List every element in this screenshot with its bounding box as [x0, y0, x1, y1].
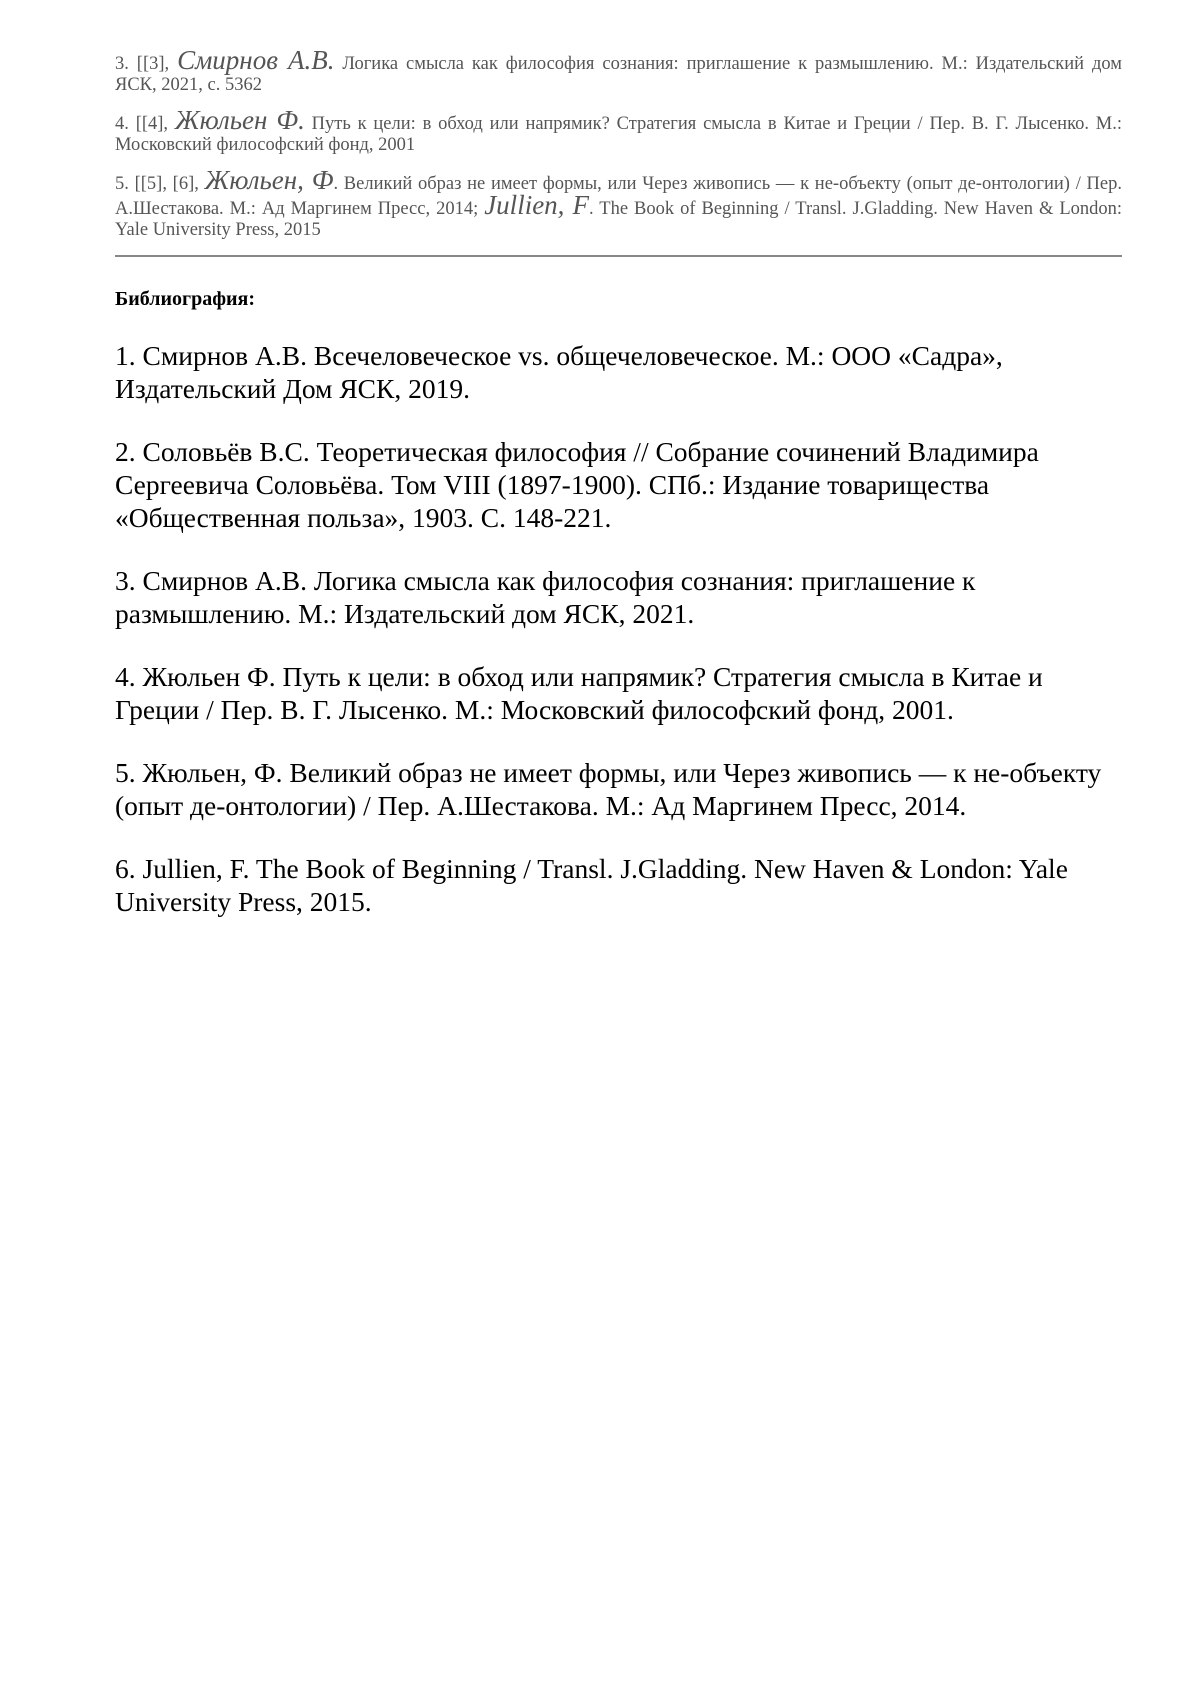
footnote-author: Смирнов А.В. — [177, 45, 335, 75]
bibliography-item: 6. Jullien, F. The Book of Beginning / Transl. J.Gladding. New Haven & London: Yale University Press, 2015. — [115, 853, 1068, 917]
footnote-4 — [115, 105, 1123, 156]
bibliography-item: 3. Смирнов А.В. Логика смысла как философия сознания: приглашение к размышлению. М.: Издательский дом ЯСК, 2021. — [115, 565, 976, 629]
bibliography-item: 2. Соловьёв В.С. Теоретическая философия // Собрание сочинений Владимира Сергеевича Соловьёва. Том VIII (1897-1900). СПб.: Издание товарищества «Общественная польза», 1903. С. 148-221. — [115, 436, 1039, 533]
footnote-3 — [115, 45, 1123, 96]
footnotes-section — [115, 45, 1123, 241]
footnote-text: Логика смысла как философия сознания: приглашение к размышлению. М.: Издательский дом ЯСК, 2021, с. 5362 — [115, 54, 1123, 95]
footnote-divider — [115, 255, 1122, 257]
document-page — [115, 45, 1123, 948]
footnote-author: Жюльен Ф. — [174, 105, 305, 135]
footnote-text-secondary: . The Book of Beginning / Transl. J.Gladding. New Haven & London: Yale University Press, 2015 — [115, 199, 1123, 240]
footnote-text: Путь к цели: в обход или напрямик? Стратегия смысла в Китае и Греции / Пер. В. Г. Лысенко. М.: Московский философский фонд, 2001 — [115, 114, 1123, 155]
bibliography-item: 4. Жюльен Ф. Путь к цели: в обход или напрямик? Стратегия смысла в Китае и Греции / Пер. В. Г. Лысенко. М.: Московский философский фонд, 2001. — [115, 661, 1043, 725]
footnote-prefix: 5. [[5], [6], — [115, 174, 205, 194]
footnote-prefix: 3. [[3], — [115, 54, 178, 74]
footnote-author-secondary: Jullien, F — [484, 190, 590, 220]
footnote-prefix: 4. [[4], — [115, 114, 175, 134]
bibliography-heading: Библиография: — [115, 288, 256, 310]
bibliography-item: 1. Смирнов А.В. Всечеловеческое vs. общечеловеческое. М.: ООО «Садра», Издательский Дом ЯСК, 2019. — [115, 340, 1003, 404]
footnote-text: . Великий образ не имеет формы, или Через живопись — к не-объекту (опыт де-онтологии) / Пер. А.Шестакова. М.: Ад Маргинем Пресс, 2014; — [115, 174, 1122, 219]
bibliography-list — [115, 339, 1122, 918]
footnote-author: Жюльен, Ф — [204, 165, 334, 195]
bibliography-item: 5. Жюльен, Ф. Великий образ не имеет формы, или Через живопись — к не-объекту (опыт де-онтологии) / Пер. А.Шестакова. М.: Ад Маргинем Пресс, 2014. — [115, 757, 1102, 821]
footnote-5 — [115, 165, 1123, 241]
